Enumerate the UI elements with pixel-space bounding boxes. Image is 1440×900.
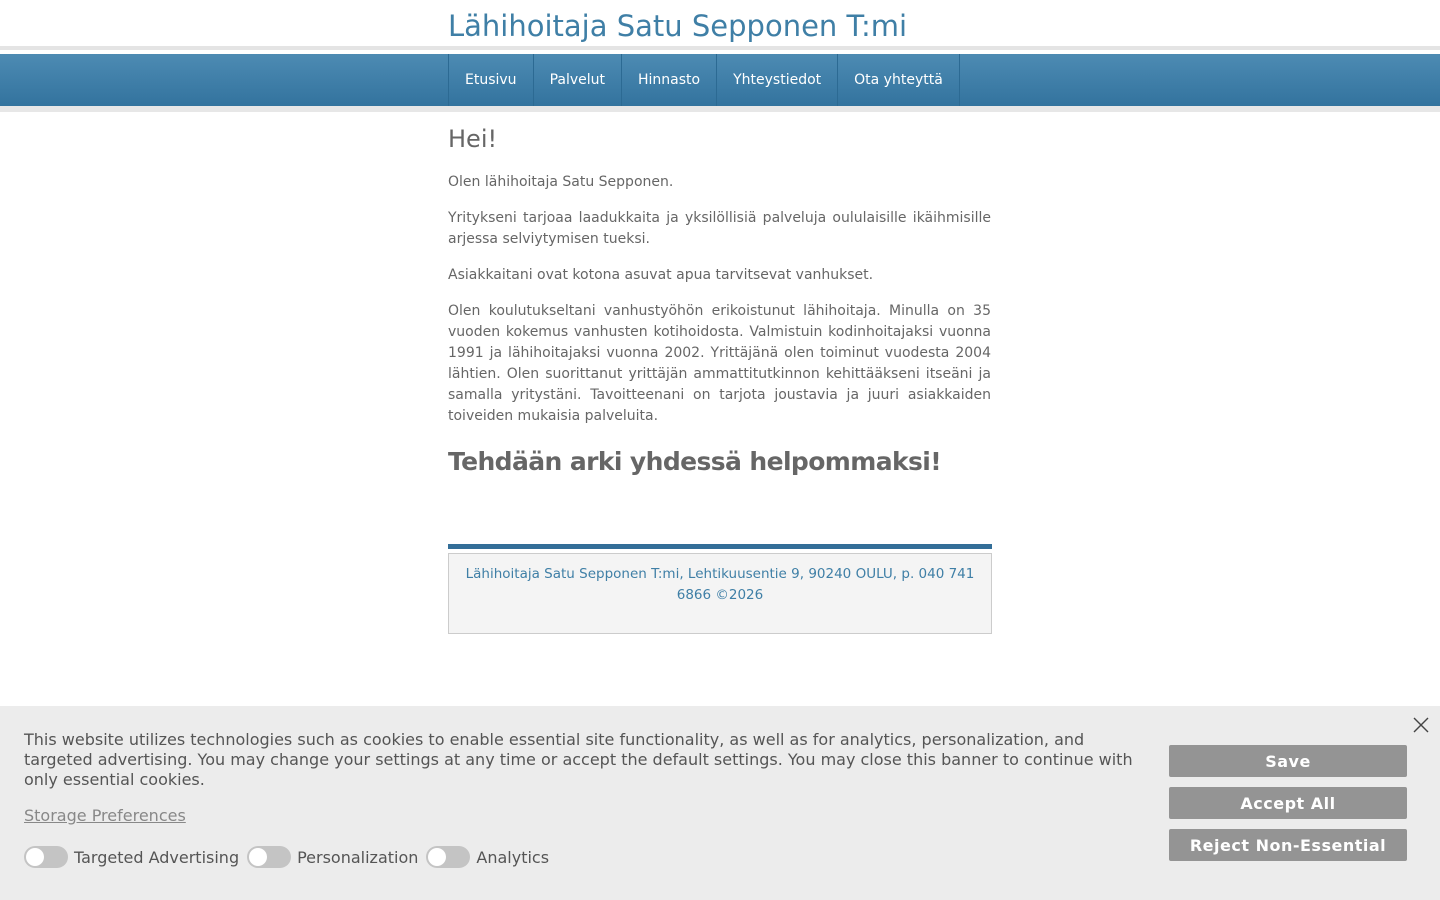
- toggle-label: Analytics: [476, 847, 550, 867]
- toggle-personalization[interactable]: [247, 846, 418, 868]
- nav-item-ota-yhteytta: [838, 54, 960, 106]
- footer-divider: [448, 544, 992, 549]
- close-icon[interactable]: [1412, 716, 1430, 734]
- nav-link-palvelut[interactable]: Palvelut: [549, 72, 605, 88]
- toggle-label: Personalization: [297, 847, 419, 867]
- consent-toggles: [24, 846, 557, 868]
- nav-item-hinnasto: [622, 54, 717, 106]
- cookie-banner: [0, 706, 1440, 900]
- nav-link-etusivu[interactable]: Etusivu: [465, 72, 517, 88]
- accept-all-button[interactable]: Accept All: [1169, 787, 1407, 819]
- clients-paragraph: Asiakkaitani ovat kotona asuvat apua tarvitsevat vanhukset.: [448, 267, 874, 283]
- targeted-advertising-switch[interactable]: [24, 846, 68, 868]
- switch-knob: [26, 848, 44, 866]
- nav-item-palvelut: [534, 54, 622, 106]
- site-header: [0, 0, 1440, 50]
- main-navigation: [0, 54, 1440, 112]
- reject-non-essential-button[interactable]: Reject Non-Essential: [1169, 829, 1407, 861]
- main-content: [448, 112, 991, 479]
- toggle-label: Targeted Advertising: [74, 847, 240, 867]
- nav-link-yhteystiedot[interactable]: Yhteystiedot: [733, 72, 822, 88]
- intro-paragraph: Olen lähihoitaja Satu Sepponen.: [448, 174, 674, 190]
- slogan-heading: Tehdään arki yhdessä helpommaksi!: [448, 447, 942, 476]
- toggle-analytics[interactable]: [426, 846, 549, 868]
- nav-link-hinnasto[interactable]: Hinnasto: [638, 72, 701, 88]
- analytics-switch[interactable]: [426, 846, 470, 868]
- site-title-link[interactable]: Lähihoitaja Satu Sepponen T:mi: [448, 9, 908, 43]
- switch-knob: [428, 848, 446, 866]
- nav-item-etusivu: [449, 54, 534, 106]
- personalization-switch[interactable]: [247, 846, 291, 868]
- background-paragraph: Olen koulutukseltani vanhustyöhön erikoistunut lähihoitaja. Minulla on 35 vuoden kokemus vanhusten kotihoidosta. Valmistuin kodinhoitajaksi vuonna 1991 ja lähihoitajaksi vuonna 2002. Yrittäjänä olen toiminut vuodesta 2004 lähtien. Olen suorittanut yrittäjän ammattitutkinnon kehittääkseni itseäni ja samalla yritystäni. Tavoitteenani on tarjota joustavia ja juuri asiakkaiden toiveiden mukaisia palveluita.: [448, 303, 991, 424]
- nav-item-yhteystiedot: [717, 54, 838, 106]
- page-heading: Hei!: [448, 125, 498, 153]
- switch-knob: [249, 848, 267, 866]
- toggle-targeted-advertising[interactable]: [24, 846, 239, 868]
- nav-link-ota-yhteytta[interactable]: Ota yhteyttä: [854, 72, 943, 88]
- cookie-banner-text: This website utilizes technologies such as cookies to enable essential site functionality, as well as for analytics, personalization, and targeted advertising. You may change your settings at any time or accept the default settings. You may close this banner to continue with only essential cookies.: [24, 730, 1133, 789]
- save-button[interactable]: Save: [1169, 745, 1407, 777]
- footer-contact-link[interactable]: Lähihoitaja Satu Sepponen T:mi, Lehtikuusentie 9, 90240 OULU, p. 040 741 6866 ©2026: [465, 566, 975, 603]
- storage-preferences-link[interactable]: Storage Preferences: [24, 806, 186, 825]
- site-footer: [448, 553, 992, 634]
- services-paragraph: Yritykseni tarjoaa laadukkaita ja yksilöllisiä palveluja oululaisille ikäihmisille arjessa selviytymisen tueksi.: [448, 210, 991, 247]
